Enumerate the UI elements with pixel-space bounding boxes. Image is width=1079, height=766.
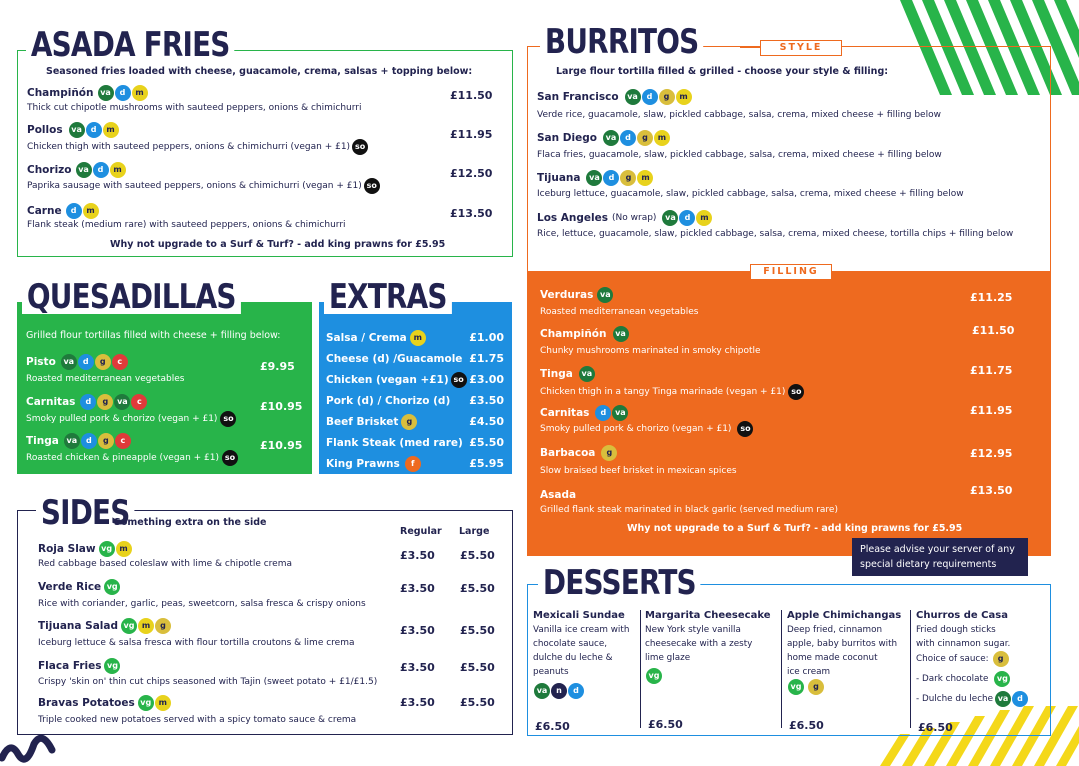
- item-price: £9.95: [260, 360, 295, 373]
- mustard-icon: m: [83, 203, 99, 219]
- list-item: Flank Steak (med rare) £5.50: [326, 436, 504, 449]
- mustard-icon: m: [116, 541, 132, 557]
- vegan-adaptable-icon: va: [69, 122, 85, 138]
- vegan-adaptable-icon: va: [61, 354, 77, 370]
- sides-subtitle: Something extra on the side: [114, 517, 267, 528]
- price-regular: £3.50: [400, 549, 435, 562]
- dairy-icon: d: [679, 210, 695, 226]
- dairy-icon: d: [81, 433, 97, 449]
- vegan-adaptable-icon: va: [612, 405, 628, 421]
- item-price: £13.50: [450, 207, 493, 220]
- vegan-icon: vg: [994, 671, 1010, 687]
- price-regular: £3.50: [400, 582, 435, 595]
- filling-tag: FILLING: [750, 264, 832, 280]
- burritos-title: BURRITOS: [540, 25, 703, 59]
- vegan-adaptable-icon: va: [114, 394, 130, 410]
- list-item: Tinga va d g c: [26, 433, 131, 449]
- dairy-icon: d: [66, 203, 82, 219]
- gluten-icon: g: [993, 651, 1009, 667]
- list-item: San Diego va d g m: [537, 130, 670, 146]
- list-item: Cheese (d) /Guacamole £1.75: [326, 352, 504, 365]
- mustard-icon: m: [103, 122, 119, 138]
- item-description-row: Smoky pulled pork & chorizo (vegan + £1) so: [26, 411, 236, 427]
- list-item: San Francisco va d g m: [537, 89, 692, 105]
- item-description-row: Chicken thigh with sauteed peppers, onions & chimichurri (vegan + £1) so: [27, 139, 368, 155]
- asada-fries-subtitle: Seasoned fries loaded with cheese, guacamole, crema, salsas + topping below:: [46, 66, 473, 77]
- item-description: Iceburg lettuce & salsa fresca with flour tortilla croutons & lime crema: [38, 638, 355, 648]
- dairy-icon: d: [595, 405, 611, 421]
- col-large-header: Large: [459, 526, 490, 537]
- style-divider: [740, 47, 760, 48]
- mustard-icon: m: [637, 170, 653, 186]
- vegan-icon: vg: [121, 618, 137, 634]
- vegan-adaptable-icon: va: [586, 170, 602, 186]
- soy-icon: so: [222, 450, 238, 466]
- list-item: Roja Slaw vg m: [38, 541, 132, 557]
- item-description: Thick cut chipotle mushrooms with sauteed peppers, onions & chimichurri: [27, 103, 362, 113]
- gluten-icon: g: [620, 170, 636, 186]
- gluten-icon: g: [98, 433, 114, 449]
- mustard-icon: m: [110, 162, 126, 178]
- quesadillas-subtitle: Grilled flour tortillas filled with cheese + filling below:: [26, 330, 281, 341]
- item-price: £6.50: [918, 721, 953, 734]
- dietary-note: Please advise your server of any special dietary requirements: [860, 544, 1015, 570]
- item-price: £11.95: [970, 404, 1013, 417]
- list-item: Asada: [540, 489, 577, 501]
- item-price: £12.50: [450, 167, 493, 180]
- fish-icon: f: [405, 456, 421, 472]
- soy-icon: so: [220, 411, 236, 427]
- item-description: Roasted mediterranean vegetables: [26, 374, 185, 384]
- vegan-adaptable-icon: va: [597, 287, 613, 303]
- vegan-adaptable-icon: va: [534, 683, 550, 699]
- list-item: Chorizo va d m: [27, 162, 126, 178]
- item-description: Rice with coriander, garlic, peas, sweetcorn, salsa fresca & crispy onions: [38, 599, 366, 609]
- vegan-icon: vg: [104, 658, 120, 674]
- column-divider: [781, 610, 782, 728]
- asada-fries-title: ASADA FRIES: [26, 28, 234, 62]
- surf-turf-note: Why not upgrade to a Surf & Turf? - add king prawns for £5.95: [110, 239, 446, 250]
- mustard-icon: m: [155, 695, 171, 711]
- item-description-row: Chicken thigh in a tangy Tinga marinade (vegan + £1) so: [540, 384, 804, 400]
- celery-icon: c: [131, 394, 147, 410]
- item-price: £11.75: [970, 364, 1013, 377]
- item-description: Red cabbage based coleslaw with lime & chipotle crema: [38, 559, 292, 569]
- item-price: £6.50: [648, 718, 683, 731]
- burritos-subtitle: Large flour tortilla filled & grilled - choose your style & filling:: [556, 66, 889, 77]
- item-description: Roasted mediterranean vegetables: [540, 307, 699, 317]
- mustard-icon: m: [410, 330, 426, 346]
- price-regular: £3.50: [400, 696, 435, 709]
- vegan-adaptable-icon: va: [76, 162, 92, 178]
- soy-icon: so: [364, 178, 380, 194]
- list-item: Bravas Potatoes vg m: [38, 695, 171, 711]
- mustard-icon: m: [654, 130, 670, 146]
- vegan-adaptable-icon: va: [625, 89, 641, 105]
- dessert-item: Apple Chimichangas Deep fried, cinnamon apple, baby burritos with home made coconut ice cream vg g: [787, 610, 909, 730]
- style-tag: STYLE: [760, 40, 842, 56]
- item-price: £6.50: [535, 720, 570, 733]
- price-regular: £3.50: [400, 624, 435, 637]
- item-description: Verde rice, guacamole, slaw, pickled cabbage, salsa, crema, mixed cheese + filling below: [537, 110, 941, 120]
- dairy-icon: d: [86, 122, 102, 138]
- price-large: £5.50: [460, 624, 495, 637]
- list-item: Tinga va: [540, 366, 595, 382]
- item-description-row: Paprika sausage with sauteed peppers, onions & chimichurri (vegan + £1) so: [27, 178, 380, 194]
- list-item: Tijuana Salad vg m g: [38, 618, 171, 634]
- gluten-icon: g: [808, 679, 824, 695]
- column-divider: [910, 610, 911, 728]
- list-item: Champiñón va: [540, 326, 629, 342]
- item-description-row: Roasted chicken & pineapple (vegan + £1) so: [26, 450, 238, 466]
- list-item: Pollos va d m: [27, 122, 119, 138]
- vegan-adaptable-icon: va: [579, 366, 595, 382]
- list-item: Barbacoa g: [540, 445, 617, 461]
- item-description: Triple cooked new potatoes served with a spicy tomato sauce & crema: [38, 715, 357, 725]
- item-price: £10.95: [260, 439, 303, 452]
- sides-title: SIDES: [36, 496, 134, 530]
- list-item: Chicken (vegan +£1) so £3.00: [326, 373, 504, 386]
- list-item: Verde Rice vg: [38, 579, 120, 595]
- soy-icon: so: [451, 372, 467, 388]
- vegan-icon: vg: [138, 695, 154, 711]
- gluten-icon: g: [401, 414, 417, 430]
- list-item: Tijuana va d g m: [537, 170, 653, 186]
- list-item: Beef Brisket g £4.50: [326, 415, 504, 428]
- dessert-item: Margarita Cheesecake New York style vanilla cheesecake with a zesty lime glaze vg: [645, 610, 779, 730]
- item-price: £11.25: [970, 291, 1013, 304]
- gluten-icon: g: [95, 354, 111, 370]
- gluten-icon: g: [97, 394, 113, 410]
- vegan-icon: vg: [788, 679, 804, 695]
- list-item: King Prawns f £5.95: [326, 457, 504, 470]
- item-description: Flank steak (medium rare) with sauteed peppers, onions & chimichurri: [27, 220, 346, 230]
- list-item: Carnitas d va: [540, 405, 628, 421]
- extras-list: [326, 327, 504, 474]
- price-large: £5.50: [460, 661, 495, 674]
- surf-turf-note: Why not upgrade to a Surf & Turf? - add king prawns for £5.95: [627, 523, 963, 534]
- item-price: £6.50: [789, 719, 824, 732]
- quesadillas-title: QUESADILLAS: [22, 280, 241, 314]
- price-regular: £3.50: [400, 661, 435, 674]
- list-item: Champiñón va d m: [27, 85, 148, 101]
- gluten-icon: g: [659, 89, 675, 105]
- item-description-row: Smoky pulled pork & chorizo (vegan + £1) so: [540, 421, 753, 437]
- list-item: Pisto va d g c: [26, 354, 128, 370]
- soy-icon: so: [352, 139, 368, 155]
- dairy-icon: d: [642, 89, 658, 105]
- vegan-icon: vg: [646, 668, 662, 684]
- dairy-icon: d: [80, 394, 96, 410]
- mustard-icon: m: [676, 89, 692, 105]
- vegan-adaptable-icon: va: [662, 210, 678, 226]
- mustard-icon: m: [132, 85, 148, 101]
- item-description: Flaca fries, guacamole, slaw, pickled cabbage, salsa, crema, mixed cheese + filling below: [537, 150, 942, 160]
- vegan-adaptable-icon: va: [603, 130, 619, 146]
- item-price: £10.95: [260, 400, 303, 413]
- list-item: Flaca Fries vg: [38, 658, 120, 674]
- vegan-adaptable-icon: va: [98, 85, 114, 101]
- nuts-icon: n: [551, 683, 567, 699]
- price-large: £5.50: [460, 696, 495, 709]
- item-price: £11.50: [972, 324, 1015, 337]
- gluten-icon: g: [155, 618, 171, 634]
- dairy-icon: d: [78, 354, 94, 370]
- mustard-icon: m: [138, 618, 154, 634]
- celery-icon: c: [112, 354, 128, 370]
- vegan-adaptable-icon: va: [995, 691, 1011, 707]
- price-large: £5.50: [460, 582, 495, 595]
- item-description: Rice, lettuce, guacamole, slaw, pickled cabbage, salsa, crema, mixed cheese, tortilla chips + filling below: [537, 229, 1014, 239]
- dairy-icon: d: [603, 170, 619, 186]
- price-large: £5.50: [460, 549, 495, 562]
- list-item: Los Angeles (No wrap) va d m: [537, 210, 712, 226]
- dessert-item: Churros de Casa Fried dough sticks with cinnamon sugar. Choice of sauce: g - Dark chocolate vg - Dulche du leche va d: [916, 610, 1046, 730]
- vegan-icon: vg: [104, 579, 120, 595]
- soy-icon: so: [737, 421, 753, 437]
- dairy-icon: d: [93, 162, 109, 178]
- column-divider: [640, 610, 641, 728]
- item-price: £11.50: [450, 89, 493, 102]
- dessert-item: Mexicali Sundae Vanilla ice cream with chocolate sauce, dulche du leche & peanuts va n d: [533, 610, 639, 730]
- desserts-title: DESSERTS: [538, 566, 701, 600]
- gluten-icon: g: [601, 445, 617, 461]
- vegan-icon: vg: [99, 541, 115, 557]
- dairy-icon: d: [568, 683, 584, 699]
- item-description: Slow braised beef brisket in mexican spices: [540, 466, 737, 476]
- mustard-icon: m: [696, 210, 712, 226]
- item-description: Chunky mushrooms marinated in smoky chipotle: [540, 346, 761, 356]
- list-item: Salsa / Crema m £1.00: [326, 331, 504, 344]
- dairy-icon: d: [620, 130, 636, 146]
- vegan-adaptable-icon: va: [613, 326, 629, 342]
- col-regular-header: Regular: [400, 526, 442, 537]
- soy-icon: so: [788, 384, 804, 400]
- dairy-icon: d: [115, 85, 131, 101]
- vegan-adaptable-icon: va: [64, 433, 80, 449]
- item-price: £12.95: [970, 447, 1013, 460]
- item-description: Iceburg lettuce, guacamole, slaw, pickled cabbage, salsa, crema, mixed cheese + filling below: [537, 189, 964, 199]
- extras-title: EXTRAS: [324, 280, 452, 314]
- item-price: £11.95: [450, 128, 493, 141]
- item-description: Grilled flank steak marinated in black garlic (served medium rare): [540, 505, 838, 515]
- list-item: Pork (d) / Chorizo (d) £3.50: [326, 394, 504, 407]
- list-item: Carnitas d g va c: [26, 394, 147, 410]
- dietary-note-box: [852, 538, 1028, 576]
- list-item: Verduras va: [540, 287, 613, 303]
- item-description: Crispy 'skin on' thin cut chips seasoned with Tajin (sweet potato + £1/£1.5): [38, 677, 378, 687]
- dairy-icon: d: [1012, 691, 1028, 707]
- gluten-icon: g: [637, 130, 653, 146]
- item-price: £13.50: [970, 484, 1013, 497]
- list-item: Carne d m: [27, 203, 99, 219]
- celery-icon: c: [115, 433, 131, 449]
